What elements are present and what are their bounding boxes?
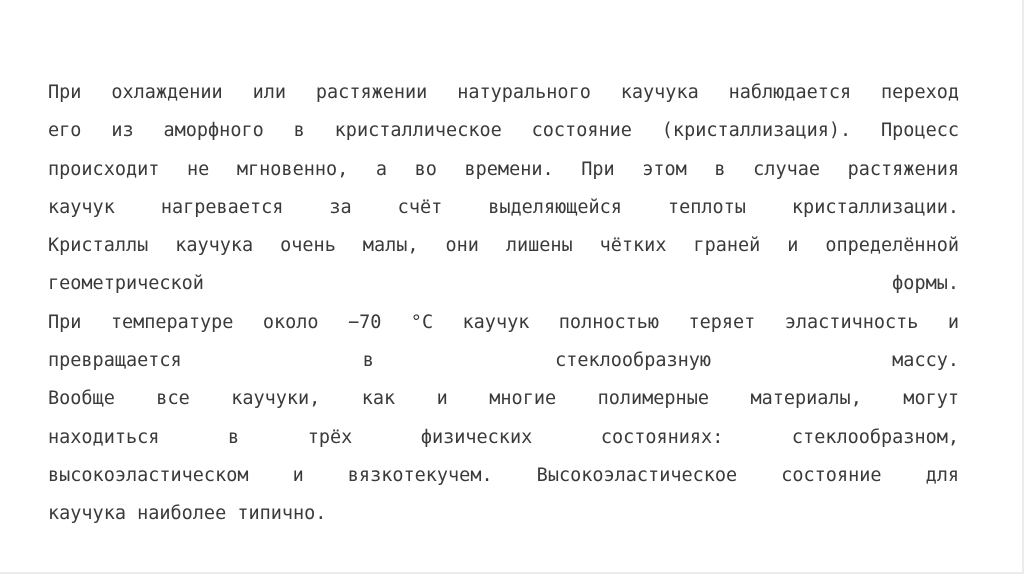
text-line: каучука наиболее типично. <box>48 503 327 525</box>
text-line: геометрической формы. <box>48 273 959 295</box>
text-line: При температуре около −70 °C каучук полностью теряет эластичность и <box>48 311 959 333</box>
body-text <box>48 74 959 534</box>
text-line: превращается в стеклообразную массу. <box>48 350 959 372</box>
text-line: При охлаждении или растяжении натурального каучука наблюдается переход <box>48 82 959 103</box>
text-line: находиться в трёх физических состояниях: стеклообразном, <box>48 426 959 448</box>
text-line: происходит не мгновенно, а во времени. При этом в случае растяжения <box>48 158 959 180</box>
text-line: Кристаллы каучука очень малы, они лишены чётких граней и определённой <box>48 235 959 257</box>
text-line: высокоэластическом и вязкотекучем. Высокоэластическое состояние для <box>48 464 959 486</box>
text-line: его из аморфного в кристаллическое состояние (кристаллизация). Процесс <box>48 120 959 142</box>
text-line: Вообще все каучуки, как и многие полимерные материалы, могут <box>48 388 959 410</box>
text-line: каучук нагревается за счёт выделяющейся теплоты кристаллизации. <box>48 196 959 218</box>
